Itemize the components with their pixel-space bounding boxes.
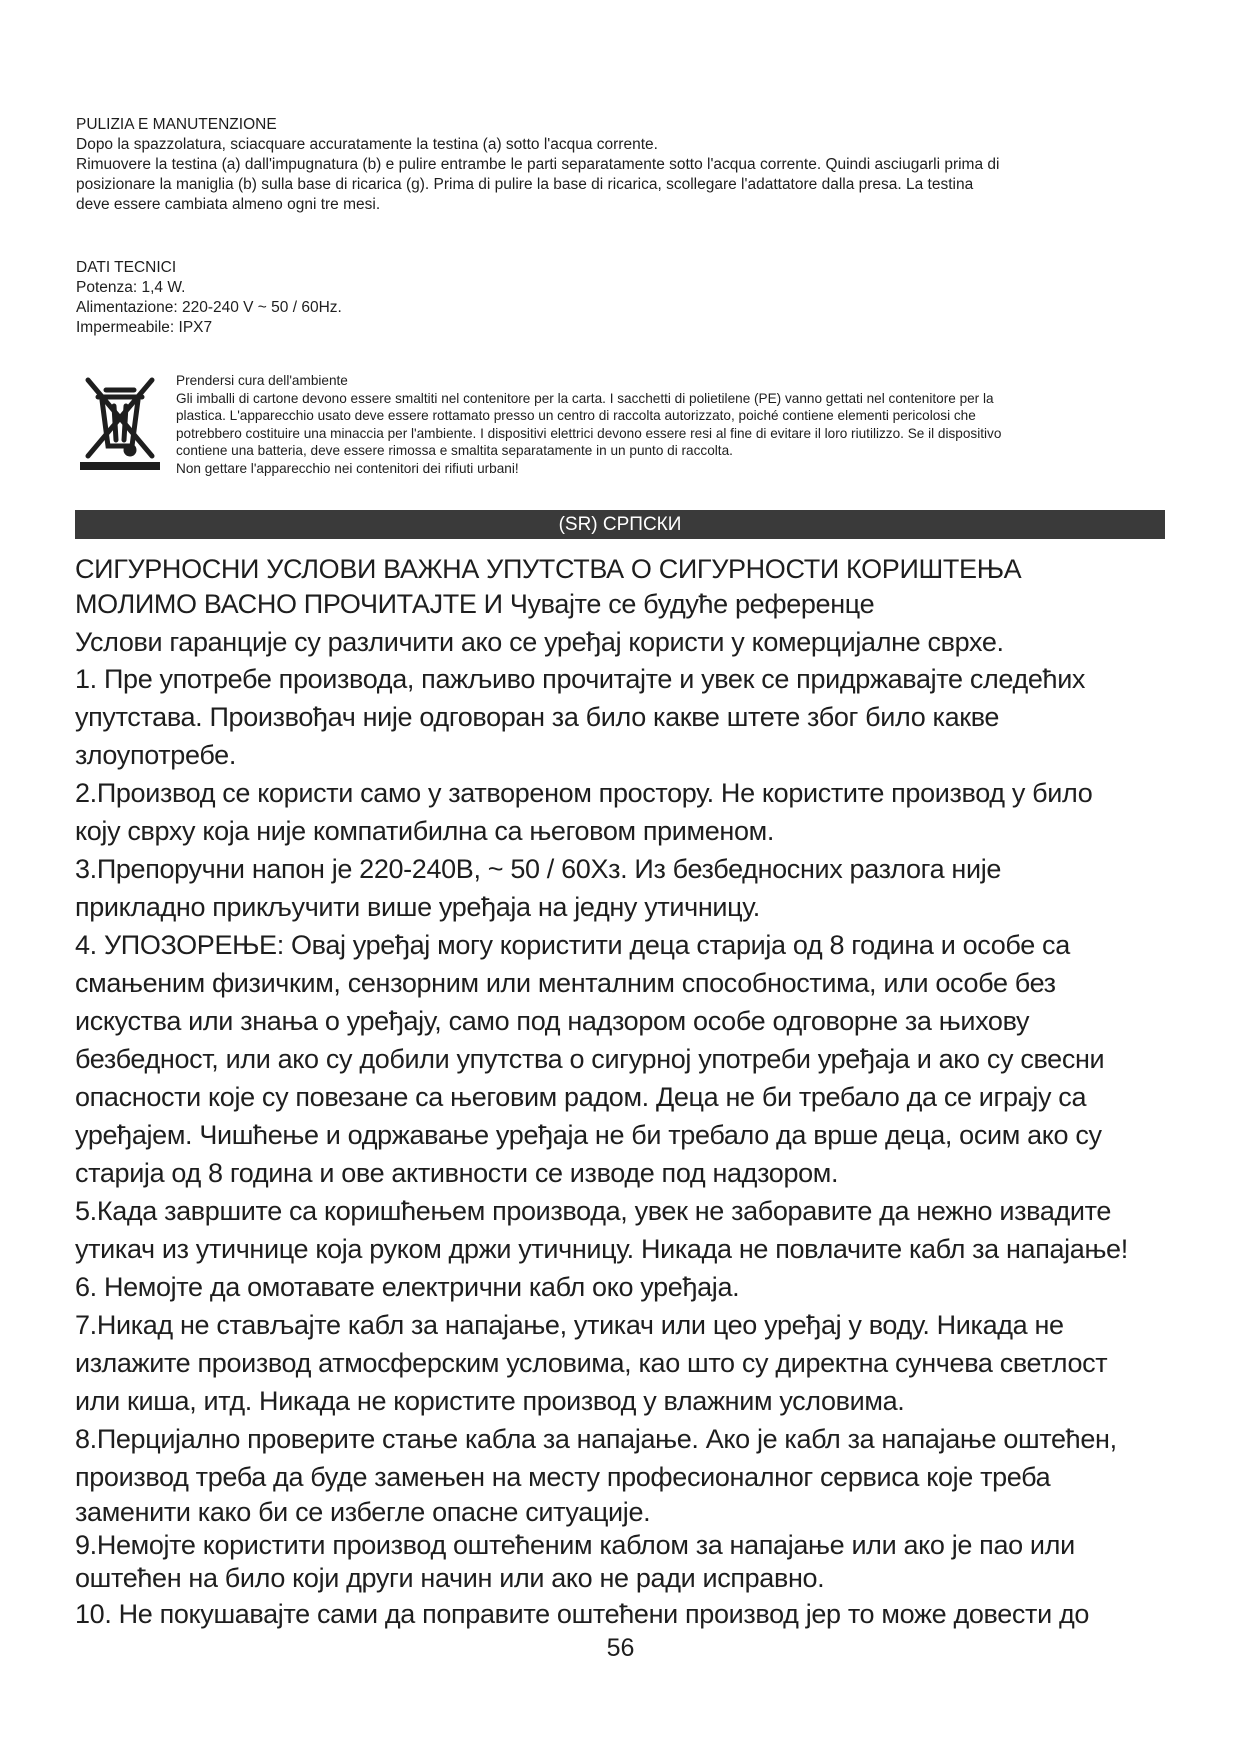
cleaning-line: posizionare la maniglia (b) sulla base di ricarica (g). Prima di pulire la base di ricarica, scollegare l'adattatore dalla presa. La testina — [76, 176, 974, 193]
environment-line: Non gettare l'apparecchio nei contenitori dei rifiuti urbani! — [176, 460, 519, 476]
safety-item-1 — [75, 660, 1175, 774]
safety-item-line: утикач из утичнице која руком држи утичницу. Никада не повлачите кабл за напајање! — [75, 1234, 1128, 1264]
cleaning-line: Dopo la spazzolatura, sciacquare accuratamente la testina (a) sotto l'acqua corrente. — [76, 136, 658, 153]
safety-item-line: 6. Немојте да омотавате електрични кабл око уређаја. — [75, 1272, 740, 1302]
safety-item-9 — [75, 1529, 1175, 1595]
safety-item-line: злоупотребе. — [75, 740, 236, 770]
specs-supply: Alimentazione: 220-240 V ~ 50 / 60Hz. — [76, 299, 342, 316]
safety-item-line: искуства или знања о уређају, само под надзором особе одговорне за њихову — [75, 1006, 1030, 1036]
safety-item-4 — [75, 926, 1175, 1192]
specs-power: Potenza: 1,4 W. — [76, 279, 186, 296]
environment-section — [176, 372, 1176, 478]
safety-title-line: МОЛИМО ВАСНО ПРОЧИТАЈТЕ И Чувајте се будуће референце — [75, 589, 875, 619]
safety-item-10 — [75, 1595, 1175, 1633]
safety-item-line: излажите производ атмосферским условима, као што су директна сунчева светлост — [75, 1348, 1108, 1378]
safety-item-5 — [75, 1192, 1175, 1268]
cleaning-section — [76, 115, 1176, 215]
environment-line: potrebbero costituire una minaccia per l'ambiente. I dispositivi elettrici devono essere resi al fine di evitare il loro riutilizzo. Se il dispositivo — [176, 425, 1002, 441]
safety-item-line: 3.Препоручни напон је 220-240В, ~ 50 / 60Хз. Из безбедносних разлога није — [75, 854, 1002, 884]
warranty-note: Услови гаранције су различити ако се уређај користи у комерцијалне сврхе. — [75, 627, 1004, 657]
cleaning-line: deve essere cambiata almeno ogni tre mesi. — [76, 196, 381, 213]
cleaning-line: Rimuovere la testina (a) dall'impugnatura (b) e pulire entrambe le parti separatamente sotto l'acqua corrente. Quindi asciugarli prima di — [76, 156, 1000, 173]
safety-item-3 — [75, 850, 1175, 926]
safety-item-line: коју сврху која није компатибилна са његовом применом. — [75, 816, 775, 846]
safety-item-line: безбедност, или ако су добили упутства о сигурној употреби уређаја и ако су свесни — [75, 1044, 1105, 1074]
safety-item-line: 10. Не покушавајте сами да поправите оштећени производ јер то може довести до — [75, 1599, 1090, 1629]
page-number: 56 — [606, 1634, 635, 1662]
serbian-safety-section — [75, 552, 1175, 1633]
specs-waterproof: Impermeabile: IPX7 — [76, 319, 213, 336]
safety-item-line: 7.Никад не стављајте кабл за напајање, утикач или цео уређај у воду. Никада не — [75, 1310, 1064, 1340]
weee-crossed-bin-icon — [76, 370, 164, 472]
safety-item-line: 1. Пре употребе производа, пажљиво прочитајте и увек се придржавајте следећих — [75, 664, 1086, 694]
safety-item-line: производ треба да буде замењен на месту професионалног сервиса које треба — [75, 1462, 1051, 1492]
safety-item-line: 9.Немојте користити производ оштећеним каблом за напајање или ако је пао или — [75, 1530, 1075, 1560]
specs-section — [76, 258, 1176, 338]
safety-item-6 — [75, 1268, 1175, 1306]
environment-line: plastica. L'apparecchio usato deve essere rottamato presso un centro di raccolta autorizzato, poiché contiene elementi pericolosi che — [176, 408, 976, 424]
safety-item-line: прикладно прикључити више уређаја на једну утичницу. — [75, 892, 760, 922]
safety-item-line: смањеним физичким, сензорним или менталним способностима, или особе без — [75, 968, 1056, 998]
specs-heading: DATI TECNICI — [76, 259, 177, 276]
language-section-label: (SR) СРПСКИ — [558, 514, 682, 535]
safety-item-line: 8.Перцијално проверите стање кабла за напајање. Ако је кабл за напајање оштећен, — [75, 1424, 1117, 1454]
safety-item-line: уређајем. Чишћење и одржавање уређаја не би требало да врше деца, осим ако су — [75, 1120, 1102, 1150]
safety-item-line: упутстава. Произвођач није одговоран за било какве штете због било какве — [75, 702, 1000, 732]
safety-item-line: 2.Производ се користи само у затвореном простору. Не користите производ у било — [75, 778, 1093, 808]
safety-item-line: 4. УПОЗОРЕЊЕ: Овај уређај могу користити деца старија од 8 година и особе са — [75, 930, 1070, 960]
cleaning-heading: PULIZIA E MANUTENZIONE — [76, 116, 277, 133]
safety-item-line: оштећен на било који други начин или ако не ради исправно. — [75, 1563, 825, 1593]
safety-item-2 — [75, 774, 1175, 850]
safety-item-line: 5.Када завршите са коришћењем производа, увек не заборавите да нежно извадите — [75, 1196, 1112, 1226]
safety-item-line: или киша, итд. Никада не користите производ у влажним условима. — [75, 1386, 905, 1416]
environment-heading: Prendersi cura dell'ambiente — [176, 373, 348, 388]
language-section-bar — [75, 510, 1165, 539]
safety-item-8 — [75, 1420, 1175, 1529]
environment-line: contiene una batteria, deve essere rimossa e smaltita separatamente in un punto di raccolta. — [176, 443, 733, 459]
safety-item-line: заменити како би се избегле опасне ситуације. — [75, 1497, 651, 1527]
safety-item-line: старија од 8 година и ове активности се изводе под надзором. — [75, 1158, 839, 1188]
safety-item-7 — [75, 1306, 1175, 1420]
environment-line: Gli imballi di cartone devono essere smaltiti nel contenitore per la carta. I sacchetti di polietilene (PE) vanno gettati nel contenitore per la — [176, 390, 994, 406]
safety-title-line: СИГУРНОСНИ УСЛОВИ ВАЖНА УПУТСТВА О СИГУРНОСТИ КОРИШТЕЊА — [75, 554, 1022, 584]
safety-item-line: опасности које су повезане са његовим радом. Деца не би требало да се играју са — [75, 1082, 1087, 1112]
